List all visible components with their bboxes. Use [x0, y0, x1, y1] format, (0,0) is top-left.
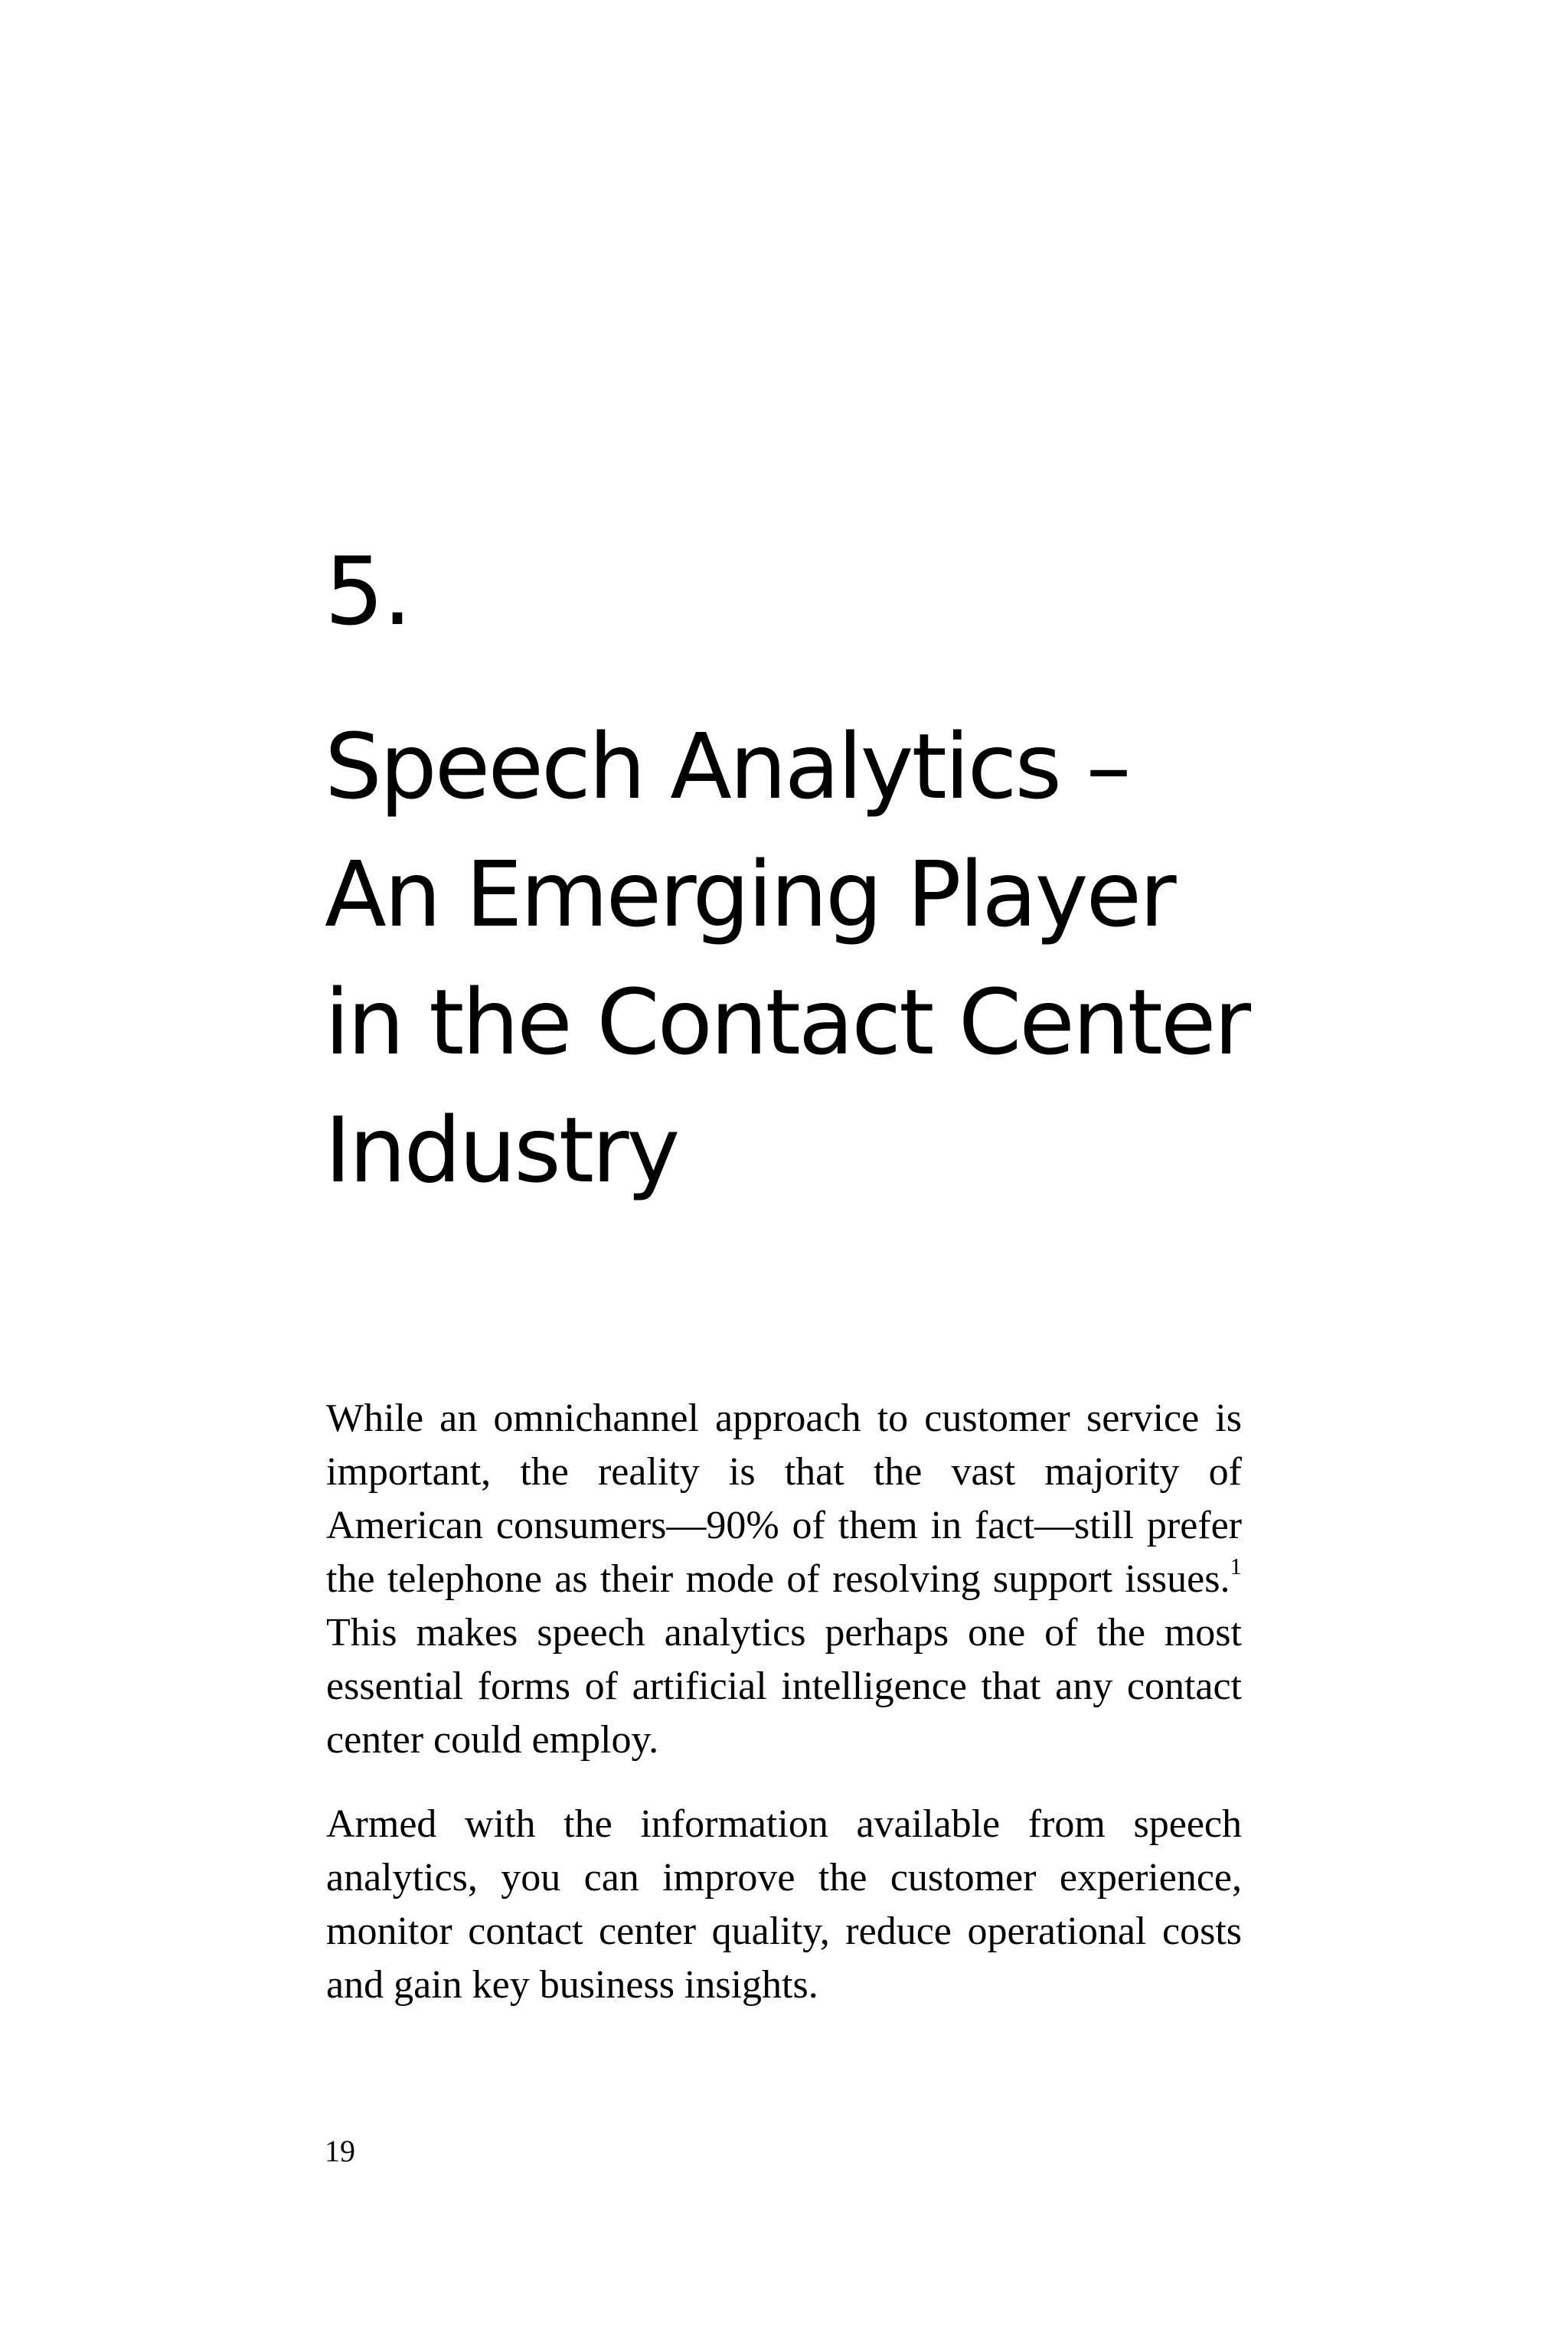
page-number: 19	[325, 2134, 355, 2168]
paragraph-1-text-before-footnote: While an omnichannel approach to customer service is important, the reality is that the vast majority of American consumers—90% of them in fact—still prefer the telephone as their mode of resolving support issues.	[326, 1396, 1242, 1601]
chapter-title-line: An Emerging Player	[325, 841, 1174, 947]
chapter-title-line: Industry	[325, 1097, 678, 1203]
chapter-title-line: in the Contact Center	[325, 969, 1249, 1075]
chapter-number: 5.	[325, 537, 411, 646]
paragraph-1-text-after-footnote: This makes speech analytics perhaps one of the most essential forms of artificial intelligence that any contact center could employ.	[326, 1611, 1242, 1762]
body-text	[326, 1392, 1242, 2043]
paragraph-1	[326, 1392, 1242, 1767]
paragraph-2: Armed with the information available from speech analytics, you can improve the customer experience, monitor contact center quality, reduce operational costs and gain key business insights.	[326, 1802, 1242, 2007]
footnote-reference[interactable]: 1	[1230, 1553, 1242, 1579]
chapter-title-line: Speech Analytics –	[325, 714, 1129, 819]
chapter-title	[325, 703, 1396, 1214]
